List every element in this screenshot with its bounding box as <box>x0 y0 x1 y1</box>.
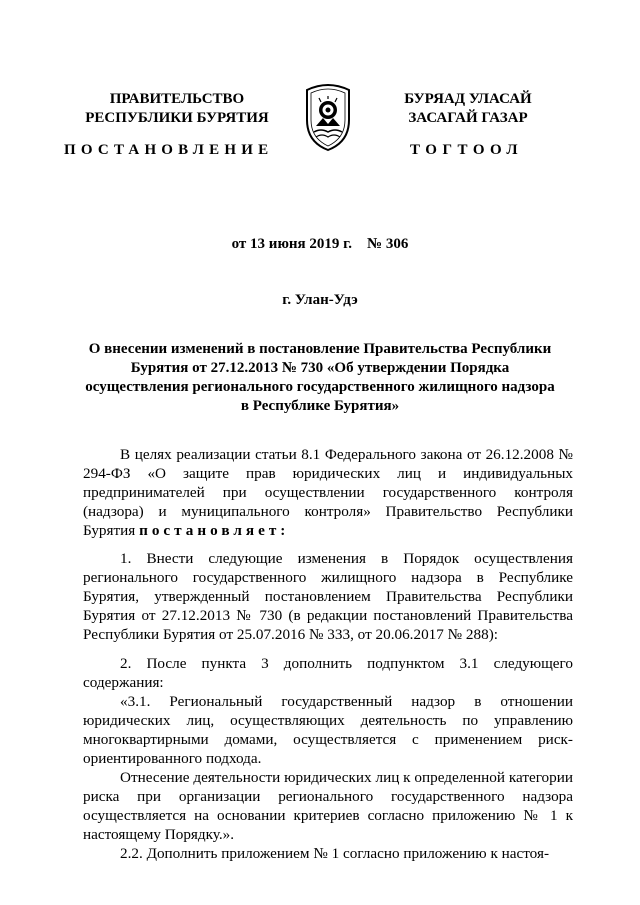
city-line: г. Улан-Удэ <box>282 292 358 308</box>
resolves-keyword: постановляет: <box>139 522 290 539</box>
header-left-line2: РЕСПУБЛИКИ БУРЯТИЯ <box>85 110 269 126</box>
body-paragraph-2 <box>83 549 573 644</box>
coat-of-arms-icon <box>301 80 355 152</box>
amendment-item-2: 2. После пункта 3 дополнить подпунктом 3.1 следующего содержания: <box>83 655 573 691</box>
header-right-line2: ЗАСАГАЙ ГАЗАР <box>408 110 528 126</box>
quoted-clause-3-1: «3.1. Региональный государственный надзор в отношении юридических лиц, осуществляющих деятельность по управлению многоквартирными домами, осуществляется с применением риск-ориентированного подхода. <box>83 693 573 767</box>
header-left-block <box>62 90 292 128</box>
date-line: от 13 июня 2019 г. № 306 <box>231 236 409 252</box>
quoted-clause-risk: Отнесение деятельности юридических лиц к определенной категории риска при организации регионального государственного надзора осуществляется на основании критериев согласно приложению № 1 к настоящему Порядку.». <box>83 769 573 843</box>
header-right-doc-type: ТОГТООЛ <box>410 142 524 158</box>
amendment-item-2-2: 2.2. Дополнить приложением № 1 согласно приложению к настоя- <box>120 845 550 862</box>
preamble-text: В целях реализации статьи 8.1 Федерального закона от 26.12.2008 № 294-ФЗ «О защите прав юридических лиц и индивидуальных предпринимателей при осуществлении государственного контроля (надзора) и муниципального контроля» Правительство Республики Бурятия <box>83 446 573 539</box>
header-right-block <box>368 90 568 128</box>
body-paragraph-3 <box>83 654 573 863</box>
body-paragraph-1 <box>83 445 573 540</box>
header-right-line1: БУРЯАД УЛАСАЙ <box>404 91 532 107</box>
amendment-item-1: 1. Внести следующие изменения в Порядок осуществления регионального государственного жилищного надзора в Республике Бурятия, утвержденный постановлением Правительства Республики Бурятия от 27.12.2013 № 730 (в редакции постановлений Правительства Республики Бурятия от 25.07.2016 № 333, от 20.06.2017 № 288): <box>83 550 573 643</box>
header-left-doc-type: ПОСТАНОВЛЕНИЕ <box>64 142 274 158</box>
document-title: О внесении изменений в постановление Правительства Республики Бурятия от 27.12.2013 № 730 «Об утверждении Порядка осуществления регионального государственного жилищного надзора в Республике Бурятия» <box>85 341 555 414</box>
header-left-line1: ПРАВИТЕЛЬСТВО <box>109 91 245 107</box>
